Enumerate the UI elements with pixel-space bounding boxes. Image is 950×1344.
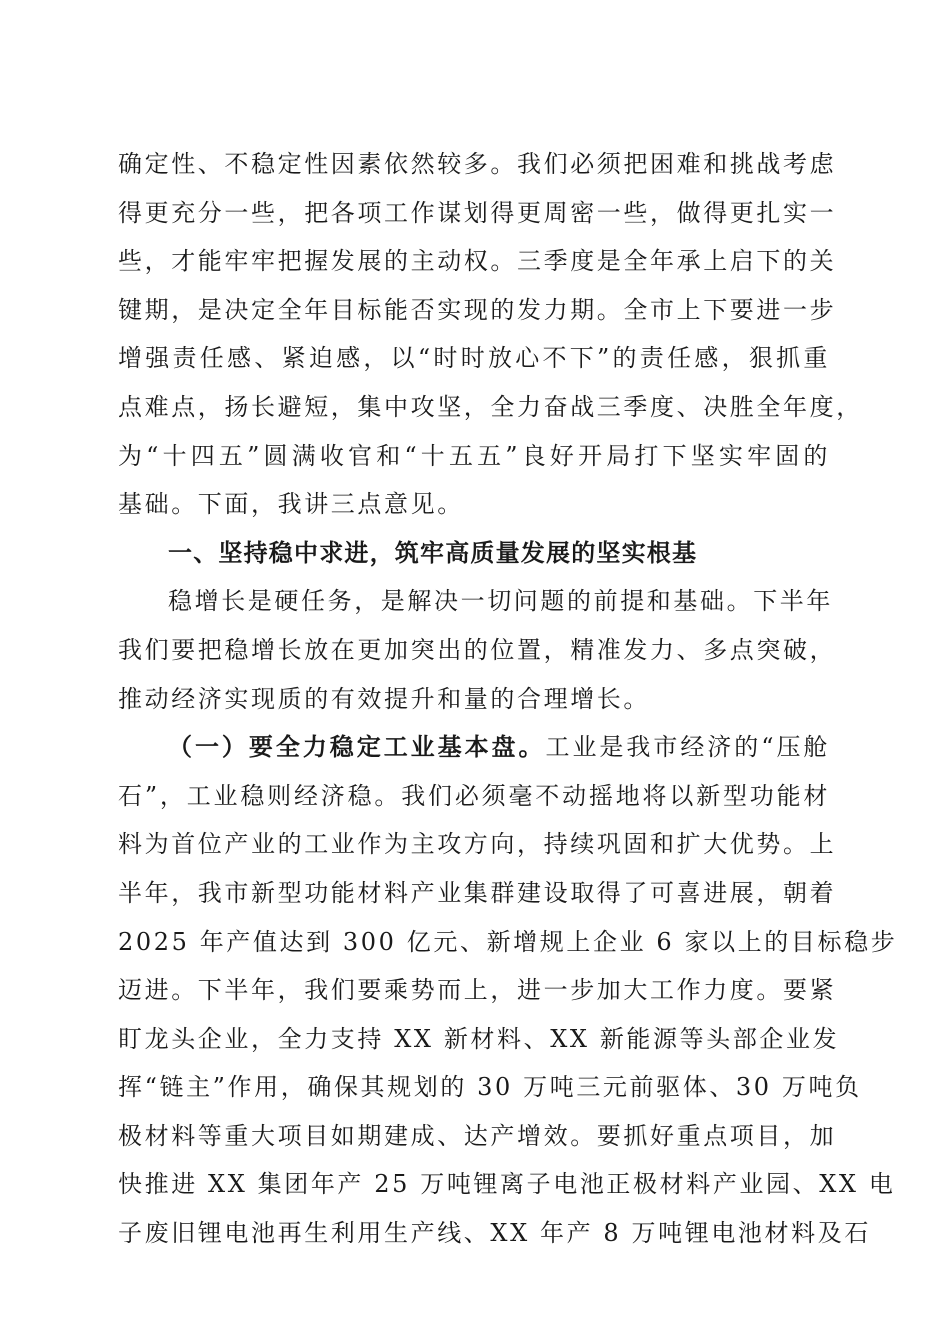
text-line: 键期，是决定全年目标能否实现的发力期。全市上下要进一步	[118, 295, 837, 324]
text-line: 些，才能牢牢把握发展的主动权。三季度是全年承上启下的关	[118, 247, 837, 276]
text-line: 料为首位产业的工业作为主攻方向，持续巩固和扩大优势。上	[118, 830, 837, 859]
text-line: 我们要把稳增长放在更加突出的位置，精准发力、多点突破，	[118, 635, 837, 664]
text-line: 石”，工业稳则经济稳。我们必须毫不动摇地将以新型功能材	[118, 781, 830, 810]
text-line: 半年，我市新型功能材料产业集群建设取得了可喜进展，朝着	[118, 878, 837, 907]
text-line: 挥“链主”作用，确保其规划的 30 万吨三元前驱体、30 万吨负	[118, 1073, 862, 1102]
text-line: 推动经济实现质的有效提升和量的合理增长。	[118, 684, 650, 713]
paragraph-industry	[118, 723, 898, 1258]
text-line: 点难点，扬长避短，集中攻坚，全力奋战三季度、决胜全年度，	[118, 392, 863, 421]
text-line: 增强责任感、紧迫感，以“时时放心不下”的责任感，狠抓重	[118, 344, 830, 373]
text-line: 稳增长是硬任务，是解决一切问题的前提和基础。下半年	[168, 587, 833, 616]
text-line: 子废旧锂电池再生利用生产线、XX 年产 8 万吨锂电池材料及石	[118, 1219, 871, 1248]
text-line: 快推进 XX 集团年产 25 万吨锂离子电池正极材料产业园、XX 电	[118, 1170, 896, 1199]
paragraph-intro	[118, 140, 863, 529]
text-lead-rest: 工业是我市经济的“压舱	[545, 733, 831, 762]
section-heading: 一、坚持稳中求进，筑牢高质量发展的坚实根基	[168, 538, 698, 567]
text-line: 基础。下面，我讲三点意见。	[118, 490, 464, 519]
text-line: 迈进。下半年，我们要乘势而上，进一步加大工作力度。要紧	[118, 976, 837, 1005]
text-line: 确定性、不稳定性因素依然较多。我们必须把困难和挑战考虑	[118, 150, 837, 178]
text-line: 2025 年产值达到 300 亿元、新增规上企业 6 家以上的目标稳步	[118, 927, 898, 956]
paragraph-steady-growth	[118, 577, 837, 723]
text-line: 为“十四五”圆满收官和“十五五”良好开局打下坚实牢固的	[118, 441, 830, 470]
text-line-lead	[118, 723, 830, 772]
text-line: 得更充分一些，把各项工作谋划得更周密一些，做得更扎实一	[118, 198, 837, 227]
text-line: 盯龙头企业，全力支持 XX 新材料、XX 新能源等头部企业发	[118, 1024, 840, 1053]
text-line: 极材料等重大项目如期建成、达产增效。要抓好重点项目，加	[118, 1121, 837, 1150]
document-body	[118, 140, 898, 1258]
subheading-lead: （一）要全力稳定工业基本盘。	[168, 732, 546, 762]
